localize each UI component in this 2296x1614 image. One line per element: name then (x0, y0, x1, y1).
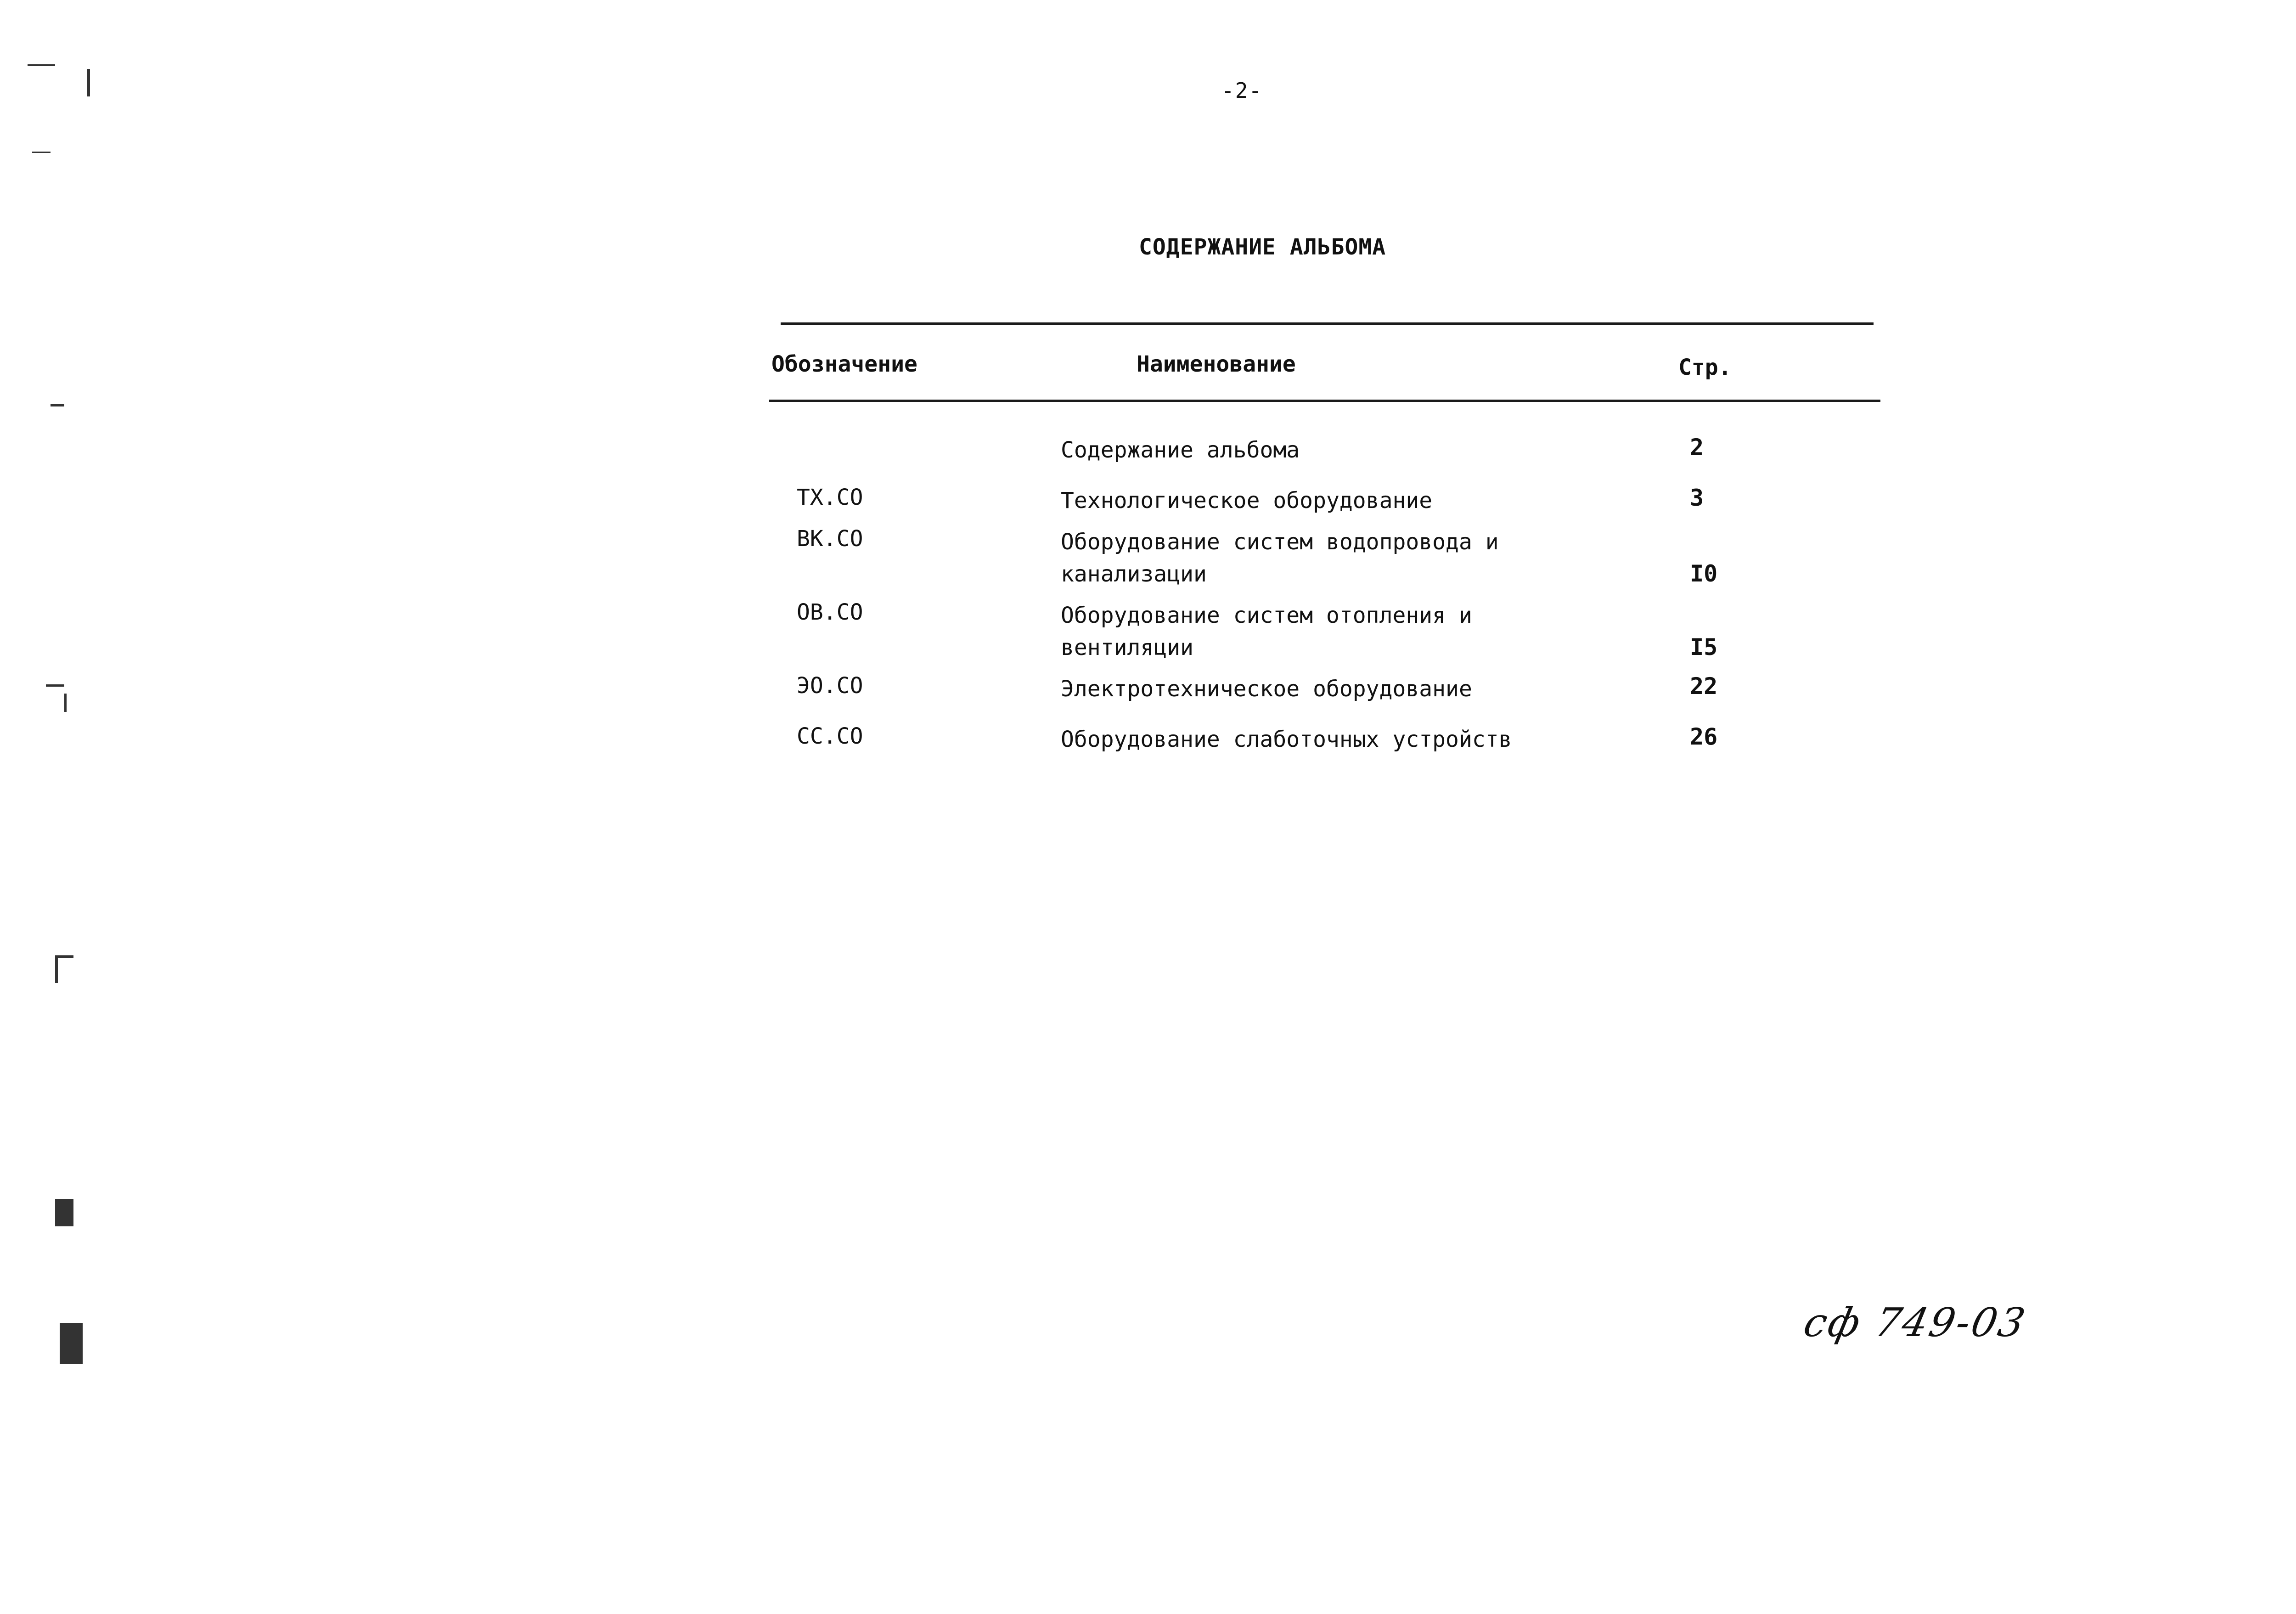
row-page: 22 (1690, 673, 1718, 700)
column-header-code: Обозначение (771, 351, 917, 377)
row-name: Оборудование систем отопления и вентиляции (1061, 603, 1472, 660)
signature-text: сф 749-03 (1800, 1300, 2031, 1346)
row-code: ВК.СО (797, 526, 863, 552)
table-header-rule (769, 400, 1880, 402)
row-name: Оборудование систем водопровода и канализации (1061, 529, 1499, 587)
document-title: СОДЕРЖАНИЕ АЛЬБОМА (1139, 234, 1386, 260)
row-page: I0 (1690, 560, 1718, 587)
row-code: ОВ.СО (797, 599, 863, 625)
row-name: Оборудование слаботочных устройств (1061, 727, 1512, 752)
row-page: I5 (1690, 634, 1718, 660)
row-name: Электротехническое оборудование (1061, 676, 1472, 702)
row-page: 2 (1690, 434, 1704, 461)
page-number: -2- (1221, 78, 1263, 103)
row-name: Содержание альбома (1061, 437, 1300, 463)
row-page: 26 (1690, 723, 1718, 750)
row-name: Технологическое оборудование (1061, 488, 1433, 514)
row-page: 3 (1690, 485, 1704, 511)
column-header-page: Стр. (1678, 355, 1732, 380)
column-header-name: Наименование (1137, 351, 1296, 377)
row-code: СС.СО (797, 723, 863, 749)
handwritten-signature (1800, 1300, 2031, 1346)
table-top-rule (781, 322, 1874, 325)
left-margin-binding-marks (18, 60, 119, 1392)
row-code: ТХ.СО (797, 485, 863, 510)
row-code: ЭО.СО (797, 673, 863, 699)
